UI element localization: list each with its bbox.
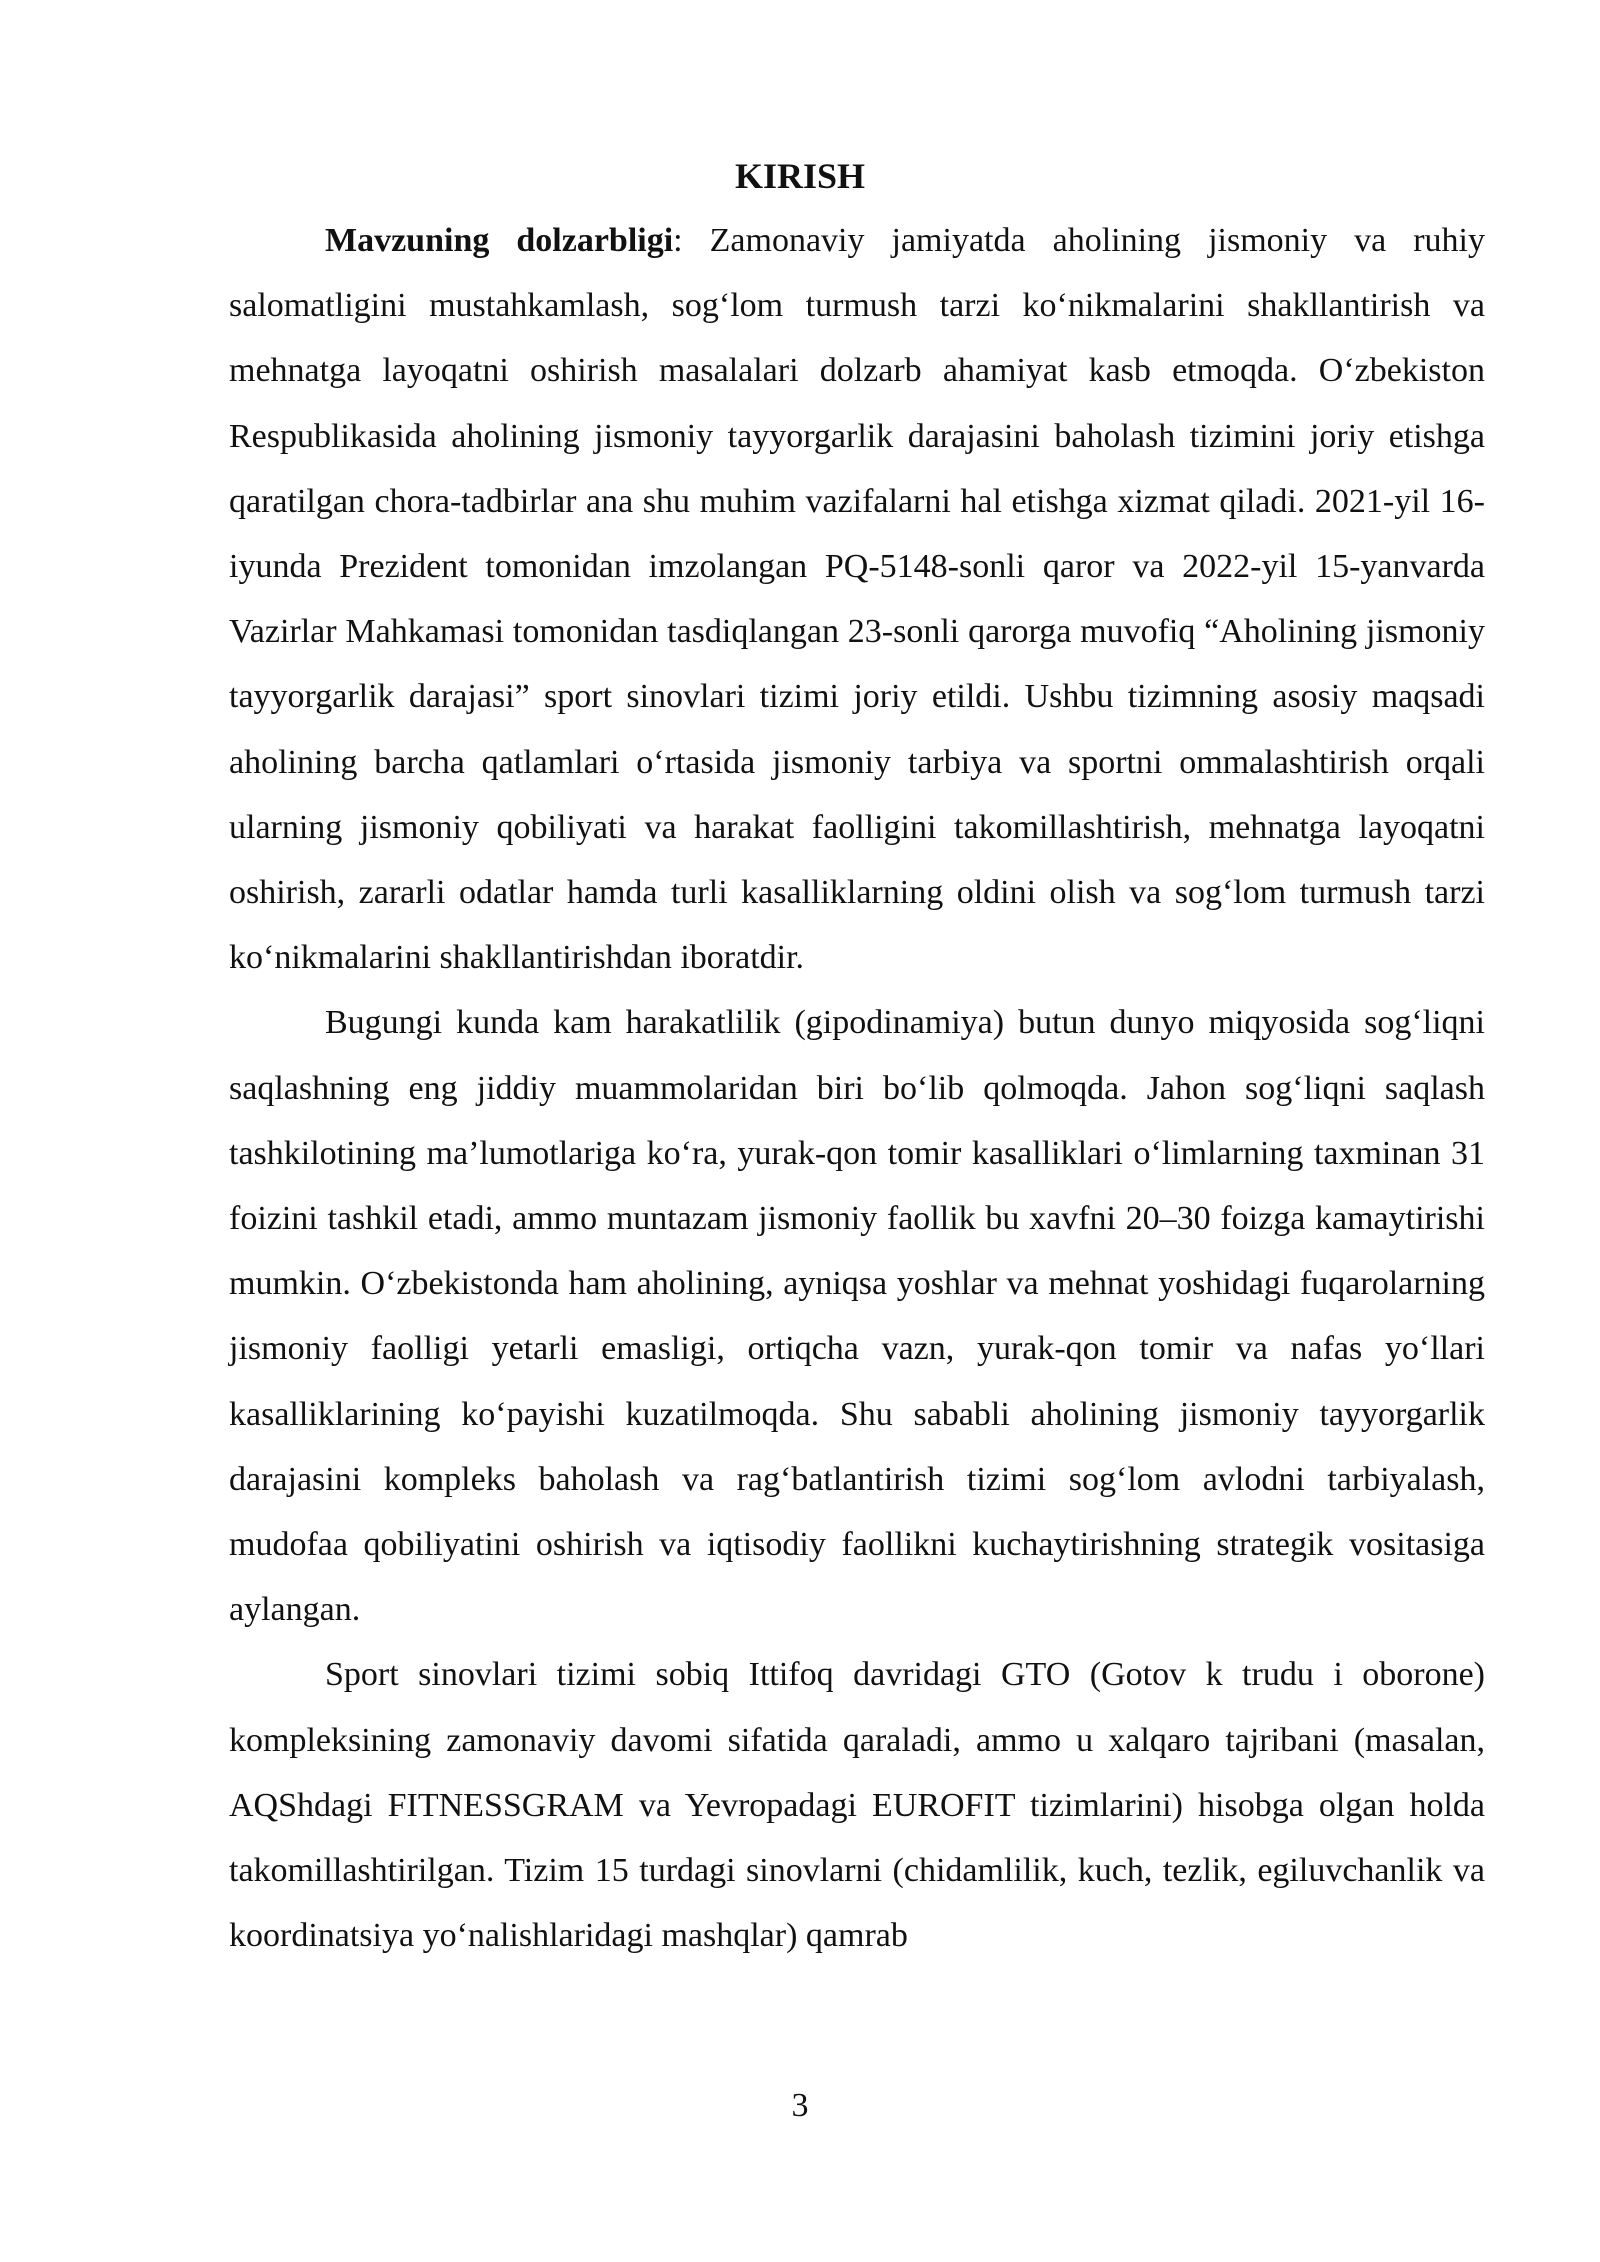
paragraph-text: : Zamonaviy jamiyatda aholining jismoniy va ruhiy salomatligini mustahkamlash, sog‘lom turmush tarzi ko‘nikmalarini shakllantirish va mehnatga layoqatni oshirish masalalari dolzarb ahamiyat kasb etmoqda. O‘zbekiston Respublikasida aholining jismoniy tayyorgarlik darajasini baholash tizimini joriy etishga qaratilgan chora-tadbirlar ana shu muhim vazifalarni hal etishga xizmat qiladi. 2021-yil 16-iyunda Prezident tomonidan imzolangan PQ-5148-sonli qaror va 2022-yil 15-yanvarda Vazirlar Mahkamasi tomonidan tasdiqlangan 23-sonli qarorga muvofiq “Aholining jismoniy tayyorgarlik darajasi” sport sinovlari tizimi joriy etildi. Ushbu tizimning asosiy maqsadi aholining barcha qatlamlari o‘rtasida jismoniy tarbiya va sportni ommalashtirish orqali ularning jismoniy qobiliyati va harakat faolligini takomillashtirish, mehnatga layoqatni oshirish, zararli odatlar hamda turli kasalliklarning oldini olish va sog‘lom turmush tarzi ko‘nikmalarini shakllantirishdan iboratdir. — [229, 222, 1485, 977]
paragraph-sport-tests — [229, 1642, 1485, 1968]
paragraph-lead: Mavzuning dolzarbligi — [325, 222, 674, 259]
paragraph-text: Bugungi kunda kam harakatlilik (gipodinamiya) butun dunyo miqyosida sog‘liqni saqlashning eng jiddiy muammolaridan biri bo‘lib qolmoqda. Jahon sog‘liqni saqlash tashkilotining ma’lumotlariga ko‘ra, yurak-qon tomir kasalliklari o‘limlarning taxminan 31 foizini tashkil etadi, ammo muntazam jismoniy faollik bu xavfni 20–30 foizga kamaytirishi mumkin. O‘zbekistonda ham aholining, ayniqsa yoshlar va mehnat yoshidagi fuqarolarning jismoniy faolligi yetarli emasligi, ortiqcha vazn, yurak-qon tomir va nafas yo‘llari kasalliklarining ko‘payishi kuzatilmoqda. Shu sababli aholining jismoniy tayyorgarlik darajasini kompleks baholash va rag‘batlantirish tizimi sog‘lom avlodni tarbiyalash, mudofaa qobiliyatini oshirish va iqtisodiy faollikni kuchaytirishning strategik vositasiga aylangan. — [229, 1004, 1485, 1629]
page-number: 3 — [791, 2087, 809, 2124]
paragraph-relevance — [229, 208, 1485, 990]
body-text — [229, 208, 1485, 1968]
paragraph-hypodynamia — [229, 990, 1485, 1642]
paragraph-text: Sport sinovlari tizimi sobiq Ittifoq davridagi GTO (Gotov k trudu i oborone) kompleksining zamonaviy davomi sifatida qaraladi, ammo u xalqaro tajribani (masalan, AQShdagi FITNESSGRAM va Yevropadagi EUROFIT tizimlarini) hisobga olgan holda takomillashtirilgan. Tizim 15 turdagi sinovlarni (chidamlilik, kuch, tezlik, egiluvchanlik va koordinatsiya yo‘nalishlaridagi mashqlar) qamrab — [229, 1656, 1485, 1955]
page-title: KIRISH — [734, 156, 866, 196]
